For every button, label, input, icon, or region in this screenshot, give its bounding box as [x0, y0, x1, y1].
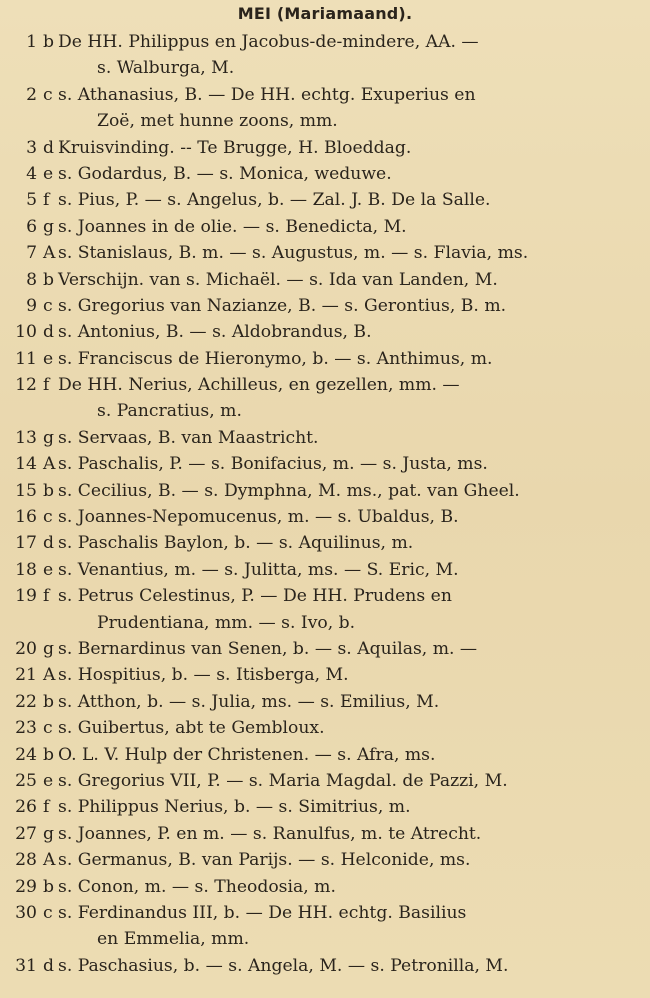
saint-text: s. Pancratius, m.	[97, 401, 242, 422]
day-number: 19	[15, 586, 37, 607]
calendar-entry	[0, 372, 650, 398]
saint-text: s. Hospitius, b. — s. Itisberga, M.	[58, 665, 349, 686]
saint-text: s. Guibertus, abt te Gembloux.	[58, 718, 325, 739]
day-number: 3	[26, 137, 37, 158]
calendar-entry	[0, 214, 650, 240]
calendar-entry	[0, 161, 650, 187]
dominical-letter: b	[43, 744, 55, 765]
calendar-entry	[0, 715, 650, 741]
calendar-entry	[0, 874, 650, 900]
saint-text: Zoë, met hunne zoons, mm.	[97, 111, 338, 132]
calendar-entry	[0, 187, 650, 213]
dominical-letter: b	[43, 32, 55, 52]
calendar-entry	[0, 847, 650, 873]
day-number: 10	[15, 322, 37, 343]
day-number: 18	[15, 559, 37, 580]
dominical-letter: A	[43, 454, 56, 475]
calendar-entry	[0, 953, 650, 979]
calendar-entry	[0, 689, 650, 715]
day-number: 1	[26, 32, 37, 52]
day-number: 4	[26, 163, 37, 184]
day-number: 6	[26, 216, 37, 237]
calendar-entry	[0, 504, 650, 530]
calendar-entry	[0, 583, 650, 609]
day-number: 28	[15, 850, 37, 871]
dominical-letter: d	[43, 137, 55, 158]
saint-text: De HH. Nerius, Achilleus, en gezellen, mm. —	[58, 375, 460, 396]
saint-text: s. Philippus Nerius, b. — s. Simitrius, m.	[58, 797, 411, 818]
saint-text: s. Joannes in de olie. — s. Benedicta, M.	[58, 216, 407, 237]
saint-text: s. Athanasius, B. — De HH. echtg. Exuperius en	[58, 84, 476, 105]
dominical-letter: f	[43, 797, 50, 818]
saint-text: s. Pius, P. — s. Angelus, b. — Zal. J. B. De la Salle.	[58, 190, 491, 211]
dominical-letter: c	[43, 507, 53, 528]
saint-text: s. Joannes, P. en m. — s. Ranulfus, m. te Atrecht.	[58, 823, 482, 844]
calendar-entry	[0, 29, 650, 55]
calendar-entry	[0, 346, 650, 372]
calendar-entry	[0, 478, 650, 504]
day-number: 31	[15, 955, 37, 976]
calendar-entry	[0, 636, 650, 662]
dominical-letter: e	[43, 348, 54, 369]
saint-text: s. Antonius, B. — s. Aldobrandus, B.	[58, 322, 372, 343]
saint-text: Prudentiana, mm. — s. Ivo, b.	[97, 612, 356, 633]
dominical-letter: f	[43, 375, 50, 396]
saint-text: s. Paschalis Baylon, b. — s. Aquilinus, m.	[58, 533, 414, 554]
day-number: 29	[15, 876, 37, 897]
dominical-letter: c	[43, 902, 53, 923]
calendar-entry	[0, 794, 650, 820]
calendar-entry-continuation	[0, 108, 650, 134]
day-number: 26	[15, 797, 37, 818]
calendar-entries	[0, 29, 650, 979]
day-number: 22	[15, 691, 37, 712]
saint-text: s. Venantius, m. — s. Julitta, ms. — S. Eric, M.	[58, 559, 459, 580]
dominical-letter: f	[43, 586, 50, 607]
day-number: 11	[15, 348, 37, 369]
dominical-letter: d	[43, 322, 55, 343]
saint-text: s. Cecilius, B. — s. Dymphna, M. ms., pat. van Gheel.	[58, 480, 520, 501]
dominical-letter: c	[43, 295, 53, 316]
dominical-letter: f	[43, 190, 50, 211]
day-number: 16	[15, 507, 37, 528]
calendar-entry	[0, 240, 650, 266]
calendar-entry-continuation	[0, 398, 650, 424]
calendar-entry-continuation	[0, 926, 650, 952]
saint-text: Kruisvinding. -- Te Brugge, H. Bloeddag.	[58, 137, 412, 158]
day-number: 15	[15, 480, 37, 501]
day-number: 25	[15, 770, 37, 791]
calendar-entry-continuation	[0, 610, 650, 636]
day-number: 8	[26, 269, 37, 290]
saint-text: s. Paschalis, P. — s. Bonifacius, m. — s. Justa, ms.	[58, 454, 488, 475]
saint-text: s. Servaas, B. van Maastricht.	[58, 427, 319, 448]
saint-text: s. Ferdinandus III, b. — De HH. echtg. Basilius	[58, 902, 467, 923]
day-number: 13	[15, 427, 37, 448]
saint-text: s. Conon, m. — s. Theodosia, m.	[58, 876, 336, 897]
day-number: 12	[15, 375, 37, 396]
day-number: 30	[15, 902, 37, 923]
calendar-entry	[0, 900, 650, 926]
calendar-entry	[0, 425, 650, 451]
dominical-letter: g	[43, 216, 55, 237]
dominical-letter: c	[43, 718, 53, 739]
calendar-entry	[0, 267, 650, 293]
day-number: 20	[15, 638, 37, 659]
saint-text: s. Petrus Celestinus, P. — De HH. Prudens en	[58, 586, 452, 607]
calendar-entry	[0, 451, 650, 477]
dominical-letter: b	[43, 269, 55, 290]
dominical-letter: e	[43, 559, 54, 580]
day-number: 14	[15, 454, 37, 475]
saint-text: s. Walburga, M.	[97, 58, 235, 79]
saint-text: s. Bernardinus van Senen, b. — s. Aquilas, m. —	[58, 638, 478, 659]
day-number: 7	[26, 243, 37, 264]
saint-text: s. Germanus, B. van Parijs. — s. Helconide, ms.	[58, 850, 471, 871]
calendar-entry	[0, 557, 650, 583]
dominical-letter: A	[43, 850, 56, 871]
dominical-letter: A	[43, 243, 56, 264]
calendar-entry	[0, 135, 650, 161]
saint-text: en Emmelia, mm.	[97, 929, 250, 950]
saint-text: Verschijn. van s. Michaël. — s. Ida van Landen, M.	[58, 269, 498, 290]
dominical-letter: e	[43, 770, 54, 791]
page-title: MEI (Mariamaand).	[237, 4, 413, 23]
calendar-entry	[0, 768, 650, 794]
dominical-letter: b	[43, 480, 55, 501]
day-number: 23	[15, 718, 37, 739]
calendar-entry	[0, 530, 650, 556]
day-number: 21	[15, 665, 37, 686]
dominical-letter: e	[43, 163, 54, 184]
day-number: 2	[26, 84, 37, 105]
dominical-letter: d	[43, 955, 55, 976]
saint-text: s. Stanislaus, B. m. — s. Augustus, m. — s. Flavia, ms.	[58, 243, 529, 264]
calendar-entry	[0, 319, 650, 345]
saint-text: s. Paschasius, b. — s. Angela, M. — s. Petronilla, M.	[58, 955, 509, 976]
calendar-entry	[0, 662, 650, 688]
dominical-letter: g	[43, 638, 55, 659]
saint-text: De HH. Philippus en Jacobus-de-mindere, AA. —	[58, 32, 479, 52]
saint-text: s. Franciscus de Hieronymo, b. — s. Anthimus, m.	[58, 348, 493, 369]
saint-text: O. L. V. Hulp der Christenen. — s. Afra, ms.	[58, 744, 436, 765]
dominical-letter: b	[43, 691, 55, 712]
calendar-entry-continuation	[0, 55, 650, 81]
dominical-letter: A	[43, 665, 56, 686]
day-number: 17	[15, 533, 37, 554]
dominical-letter: g	[43, 427, 55, 448]
saint-text: s. Joannes-Nepomucenus, m. — s. Ubaldus, B.	[58, 507, 459, 528]
dominical-letter: c	[43, 84, 53, 105]
calendar-entry	[0, 821, 650, 847]
calendar-entry	[0, 293, 650, 319]
saint-text: s. Gregorius van Nazianze, B. — s. Gerontius, B. m.	[58, 295, 507, 316]
calendar-entry	[0, 742, 650, 768]
saint-text: s. Godardus, B. — s. Monica, weduwe.	[58, 163, 392, 184]
dominical-letter: b	[43, 876, 55, 897]
day-number: 5	[26, 190, 37, 211]
day-number: 24	[15, 744, 37, 765]
saint-text: s. Gregorius VII, P. — s. Maria Magdal. de Pazzi, M.	[58, 770, 508, 791]
day-number: 27	[15, 823, 37, 844]
calendar-entry	[0, 82, 650, 108]
dominical-letter: g	[43, 823, 55, 844]
dominical-letter: d	[43, 533, 55, 554]
saint-text: s. Atthon, b. — s. Julia, ms. — s. Emilius, M.	[58, 691, 440, 712]
day-number: 9	[26, 295, 37, 316]
